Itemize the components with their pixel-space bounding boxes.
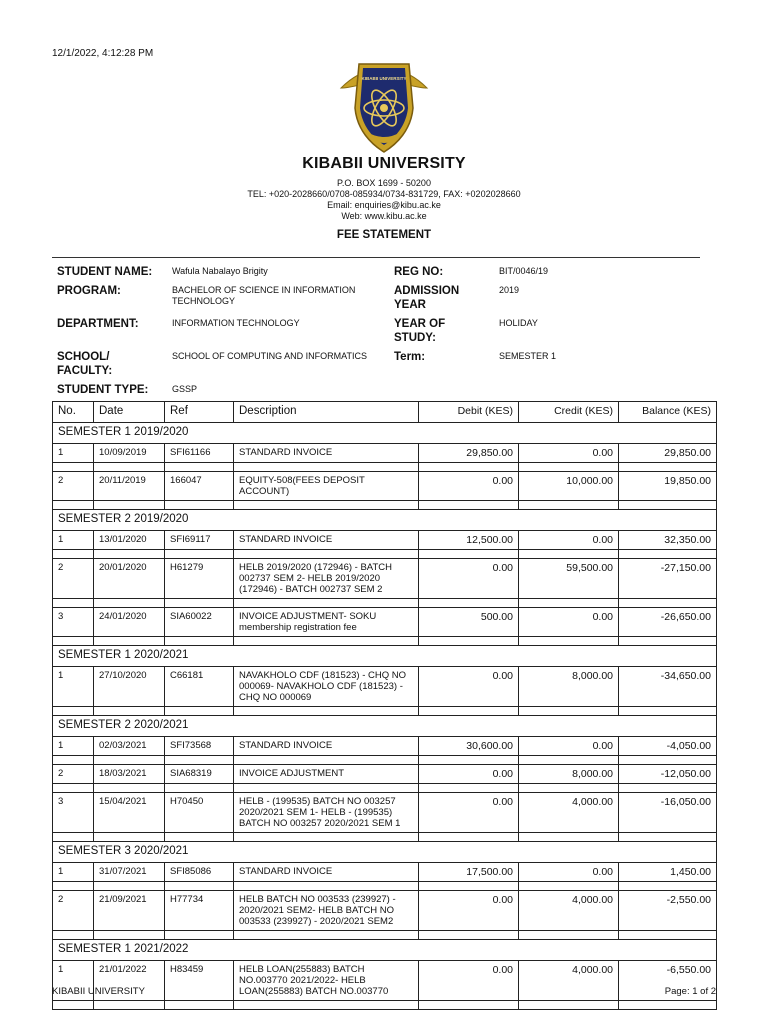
cell-balance: -26,650.00 <box>619 608 717 637</box>
header-divider <box>52 257 700 258</box>
separator-cell <box>53 501 94 510</box>
reg-no-label: REG NO: <box>394 266 444 278</box>
separator-cell <box>94 501 165 510</box>
cell-date: 20/11/2019 <box>94 472 165 501</box>
logo-banner-text: KIBABII UNIVERSITY <box>361 76 407 81</box>
separator-cell <box>419 882 519 891</box>
table-row <box>53 793 717 833</box>
separator-cell <box>619 550 717 559</box>
cell-no: 2 <box>53 472 94 501</box>
cell-ref: SFI73568 <box>165 737 234 756</box>
cell-date: 20/01/2020 <box>94 559 165 599</box>
cell-debit: 12,500.00 <box>419 531 519 550</box>
cell-credit: 4,000.00 <box>519 961 619 1001</box>
semester-header-row <box>53 423 717 444</box>
year-of-study-label: YEAR OF STUDY: <box>394 318 446 344</box>
table-row <box>53 891 717 931</box>
separator-cell <box>619 784 717 793</box>
separator-cell <box>165 463 234 472</box>
reg-no-value: BIT/0046/19 <box>499 266 549 276</box>
cell-date: 31/07/2021 <box>94 863 165 882</box>
separator-cell <box>165 1001 234 1010</box>
cell-ref: SFI69117 <box>165 531 234 550</box>
col-header-ref: Ref <box>165 402 234 423</box>
separator-cell <box>419 463 519 472</box>
separator-cell <box>234 501 419 510</box>
separator-cell <box>165 784 234 793</box>
separator-cell <box>619 501 717 510</box>
row-separator <box>53 501 717 510</box>
cell-credit: 0.00 <box>519 737 619 756</box>
semester-header-row <box>53 646 717 667</box>
row-separator <box>53 599 717 608</box>
po-box: P.O. BOX 1699 - 50200 <box>337 178 431 188</box>
cell-ref: SFI61166 <box>165 444 234 463</box>
cell-no: 2 <box>53 765 94 784</box>
cell-no: 2 <box>53 559 94 599</box>
cell-description: STANDARD INVOICE <box>234 863 419 882</box>
school-faculty-value: SCHOOL OF COMPUTING AND INFORMATICS <box>172 351 368 361</box>
separator-cell <box>234 1001 419 1010</box>
cell-description: HELB 2019/2020 (172946) - BATCH 002737 SEM 2- HELB 2019/2020 (172946) - BATCH 002737 SEM 2 <box>234 559 419 599</box>
cell-debit: 500.00 <box>419 608 519 637</box>
cell-description: STANDARD INVOICE <box>234 444 419 463</box>
separator-cell <box>619 463 717 472</box>
separator-cell <box>234 784 419 793</box>
student-name-value: Wafula Nabalayo Brigity <box>172 266 268 276</box>
student-type-label: STUDENT TYPE: <box>57 384 149 396</box>
cell-date: 15/04/2021 <box>94 793 165 833</box>
cell-credit: 8,000.00 <box>519 765 619 784</box>
cell-balance: 1,450.00 <box>619 863 717 882</box>
cell-no: 1 <box>53 444 94 463</box>
row-separator <box>53 463 717 472</box>
admission-year-label: ADMISSION YEAR <box>394 285 460 311</box>
separator-cell <box>234 463 419 472</box>
print-timestamp: 12/1/2022, 4:12:28 PM <box>52 48 154 59</box>
cell-balance: -16,050.00 <box>619 793 717 833</box>
term-label: Term: <box>394 351 426 363</box>
separator-cell <box>234 599 419 608</box>
separator-cell <box>234 637 419 646</box>
separator-cell <box>234 931 419 940</box>
semester-title: SEMESTER 2 2020/2021 <box>53 716 717 737</box>
footer-university: KIBABII UNIVERSITY <box>52 986 145 997</box>
semester-header-row <box>53 716 717 737</box>
cell-debit: 0.00 <box>419 559 519 599</box>
separator-cell <box>94 599 165 608</box>
separator-cell <box>519 463 619 472</box>
row-separator <box>53 756 717 765</box>
separator-cell <box>94 882 165 891</box>
separator-cell <box>53 707 94 716</box>
university-crest-logo <box>333 58 435 158</box>
separator-cell <box>519 1001 619 1010</box>
separator-cell <box>419 501 519 510</box>
school-faculty-label: SCHOOL/ FACULTY: <box>57 351 113 377</box>
cell-ref: H77734 <box>165 891 234 931</box>
col-header-balance: Balance (KES) <box>619 402 717 423</box>
cell-balance: -12,050.00 <box>619 765 717 784</box>
department-label: DEPARTMENT: <box>57 318 139 330</box>
semester-title: SEMESTER 3 2020/2021 <box>53 842 717 863</box>
term-value: SEMESTER 1 <box>499 351 557 361</box>
separator-cell <box>619 599 717 608</box>
cell-description: HELB LOAN(255883) BATCH NO.003770 2021/2022- HELB LOAN(255883) BATCH NO.003770 <box>234 961 419 1001</box>
cell-no: 1 <box>53 531 94 550</box>
separator-cell <box>419 550 519 559</box>
cell-balance: -2,550.00 <box>619 891 717 931</box>
separator-cell <box>94 707 165 716</box>
separator-cell <box>53 756 94 765</box>
row-separator <box>53 550 717 559</box>
separator-cell <box>94 756 165 765</box>
separator-cell <box>419 1001 519 1010</box>
separator-cell <box>94 550 165 559</box>
separator-cell <box>419 756 519 765</box>
separator-cell <box>94 637 165 646</box>
cell-debit: 0.00 <box>419 961 519 1001</box>
row-separator <box>53 931 717 940</box>
cell-date: 02/03/2021 <box>94 737 165 756</box>
table-row <box>53 667 717 707</box>
separator-cell <box>419 637 519 646</box>
cell-debit: 0.00 <box>419 472 519 501</box>
table-row <box>53 863 717 882</box>
separator-cell <box>165 501 234 510</box>
footer-page-number: Page: 1 of 2 <box>664 986 716 997</box>
cell-ref: 166047 <box>165 472 234 501</box>
cell-description: STANDARD INVOICE <box>234 737 419 756</box>
cell-credit: 10,000.00 <box>519 472 619 501</box>
separator-cell <box>165 707 234 716</box>
separator-cell <box>519 833 619 842</box>
separator-cell <box>519 599 619 608</box>
cell-no: 3 <box>53 793 94 833</box>
cell-balance: 19,850.00 <box>619 472 717 501</box>
row-separator <box>53 784 717 793</box>
student-type-value: GSSP <box>172 384 198 394</box>
cell-description: HELB BATCH NO 003533 (239927) - 2020/2021 SEM2- HELB BATCH NO 003533 (239927) - 2020/2021 SEM2 <box>234 891 419 931</box>
cell-balance: -27,150.00 <box>619 559 717 599</box>
tel-fax: TEL: +020-2028660/0708-085934/0734-831729, FAX: +0202028660 <box>247 189 521 199</box>
fee-statement-table <box>52 401 717 1010</box>
cell-credit: 0.00 <box>519 608 619 637</box>
semester-title: SEMESTER 2 2019/2020 <box>53 510 717 531</box>
separator-cell <box>619 931 717 940</box>
col-header-credit: Credit (KES) <box>519 402 619 423</box>
separator-cell <box>519 931 619 940</box>
cell-balance: -4,050.00 <box>619 737 717 756</box>
table-row <box>53 531 717 550</box>
separator-cell <box>519 707 619 716</box>
separator-cell <box>53 931 94 940</box>
cell-debit: 0.00 <box>419 793 519 833</box>
row-separator <box>53 882 717 891</box>
separator-cell <box>165 833 234 842</box>
cell-date: 10/09/2019 <box>94 444 165 463</box>
cell-balance: 29,850.00 <box>619 444 717 463</box>
separator-cell <box>619 1001 717 1010</box>
separator-cell <box>619 707 717 716</box>
separator-cell <box>53 463 94 472</box>
email: Email: enquiries@kibu.ac.ke <box>327 200 441 210</box>
separator-cell <box>419 931 519 940</box>
program-label: PROGRAM: <box>57 285 121 297</box>
separator-cell <box>53 784 94 793</box>
separator-cell <box>165 550 234 559</box>
separator-cell <box>519 637 619 646</box>
separator-cell <box>53 882 94 891</box>
separator-cell <box>165 637 234 646</box>
cell-credit: 4,000.00 <box>519 891 619 931</box>
semester-title: SEMESTER 1 2019/2020 <box>53 423 717 444</box>
separator-cell <box>519 784 619 793</box>
cell-description: NAVAKHOLO CDF (181523) - CHQ NO 000069- NAVAKHOLO CDF (181523) - CHQ NO 000069 <box>234 667 419 707</box>
table-header-row <box>53 402 717 423</box>
row-separator <box>53 833 717 842</box>
cell-no: 1 <box>53 863 94 882</box>
separator-cell <box>619 882 717 891</box>
cell-date: 13/01/2020 <box>94 531 165 550</box>
separator-cell <box>519 756 619 765</box>
separator-cell <box>94 463 165 472</box>
separator-cell <box>94 833 165 842</box>
cell-no: 3 <box>53 608 94 637</box>
cell-credit: 4,000.00 <box>519 793 619 833</box>
student-name-label: STUDENT NAME: <box>57 266 153 278</box>
separator-cell <box>619 833 717 842</box>
separator-cell <box>53 833 94 842</box>
document-title: FEE STATEMENT <box>336 229 432 241</box>
cell-debit: 30,600.00 <box>419 737 519 756</box>
separator-cell <box>419 833 519 842</box>
separator-cell <box>234 833 419 842</box>
separator-cell <box>419 784 519 793</box>
separator-cell <box>419 599 519 608</box>
cell-date: 18/03/2021 <box>94 765 165 784</box>
col-header-debit: Debit (KES) <box>419 402 519 423</box>
separator-cell <box>165 756 234 765</box>
cell-ref: SFI85086 <box>165 863 234 882</box>
cell-no: 1 <box>53 667 94 707</box>
table-row <box>53 559 717 599</box>
cell-date: 21/01/2022 <box>94 961 165 1001</box>
separator-cell <box>53 637 94 646</box>
separator-cell <box>94 784 165 793</box>
separator-cell <box>165 882 234 891</box>
cell-ref: H83459 <box>165 961 234 1001</box>
cell-description: EQUITY-508(FEES DEPOSIT ACCOUNT) <box>234 472 419 501</box>
cell-debit: 0.00 <box>419 765 519 784</box>
cell-ref: H61279 <box>165 559 234 599</box>
separator-cell <box>234 882 419 891</box>
cell-debit: 17,500.00 <box>419 863 519 882</box>
separator-cell <box>94 931 165 940</box>
separator-cell <box>53 550 94 559</box>
col-header-description: Description <box>234 402 419 423</box>
separator-cell <box>165 931 234 940</box>
semester-header-row <box>53 940 717 961</box>
separator-cell <box>234 756 419 765</box>
cell-ref: SIA60022 <box>165 608 234 637</box>
department-value: INFORMATION TECHNOLOGY <box>172 318 300 328</box>
separator-cell <box>419 707 519 716</box>
row-separator <box>53 707 717 716</box>
cell-date: 27/10/2020 <box>94 667 165 707</box>
cell-balance: 32,350.00 <box>619 531 717 550</box>
admission-year-value: 2019 <box>499 285 520 295</box>
table-row <box>53 765 717 784</box>
separator-cell <box>165 599 234 608</box>
table-row <box>53 444 717 463</box>
cell-description: INVOICE ADJUSTMENT- SOKU membership registration fee <box>234 608 419 637</box>
cell-ref: SIA68319 <box>165 765 234 784</box>
separator-cell <box>519 501 619 510</box>
cell-credit: 0.00 <box>519 863 619 882</box>
cell-credit: 8,000.00 <box>519 667 619 707</box>
university-name: KIBABII UNIVERSITY <box>302 155 466 172</box>
col-header-no: No. <box>53 402 94 423</box>
table-row <box>53 608 717 637</box>
table-row <box>53 472 717 501</box>
cell-balance: -34,650.00 <box>619 667 717 707</box>
website: Web: www.kibu.ac.ke <box>341 211 427 221</box>
cell-no: 1 <box>53 737 94 756</box>
cell-no: 2 <box>53 891 94 931</box>
cell-credit: 59,500.00 <box>519 559 619 599</box>
program-value: BACHELOR OF SCIENCE IN INFORMATION TECHNOLOGY <box>172 285 356 306</box>
cell-description: HELB - (199535) BATCH NO 003257 2020/2021 SEM 1- HELB - (199535) BATCH NO 003257 2020/2021 SEM 1 <box>234 793 419 833</box>
row-separator <box>53 1001 717 1010</box>
separator-cell <box>519 882 619 891</box>
separator-cell <box>234 550 419 559</box>
semester-header-row <box>53 510 717 531</box>
separator-cell <box>94 1001 165 1010</box>
semester-header-row <box>53 842 717 863</box>
separator-cell <box>234 707 419 716</box>
cell-debit: 0.00 <box>419 667 519 707</box>
cell-balance: -6,550.00 <box>619 961 717 1001</box>
cell-debit: 29,850.00 <box>419 444 519 463</box>
cell-description: STANDARD INVOICE <box>234 531 419 550</box>
cell-ref: C66181 <box>165 667 234 707</box>
col-header-date: Date <box>94 402 165 423</box>
year-of-study-value: HOLIDAY <box>499 318 538 328</box>
semester-title: SEMESTER 1 2021/2022 <box>53 940 717 961</box>
separator-cell <box>619 637 717 646</box>
separator-cell <box>619 756 717 765</box>
cell-credit: 0.00 <box>519 531 619 550</box>
cell-date: 24/01/2020 <box>94 608 165 637</box>
separator-cell <box>53 599 94 608</box>
cell-description: INVOICE ADJUSTMENT <box>234 765 419 784</box>
cell-no: 1 <box>53 961 94 1001</box>
cell-credit: 0.00 <box>519 444 619 463</box>
row-separator <box>53 637 717 646</box>
cell-ref: H70450 <box>165 793 234 833</box>
separator-cell <box>519 550 619 559</box>
table-row <box>53 737 717 756</box>
separator-cell <box>53 1001 94 1010</box>
semester-title: SEMESTER 1 2020/2021 <box>53 646 717 667</box>
table-row <box>53 961 717 1001</box>
cell-date: 21/09/2021 <box>94 891 165 931</box>
cell-debit: 0.00 <box>419 891 519 931</box>
